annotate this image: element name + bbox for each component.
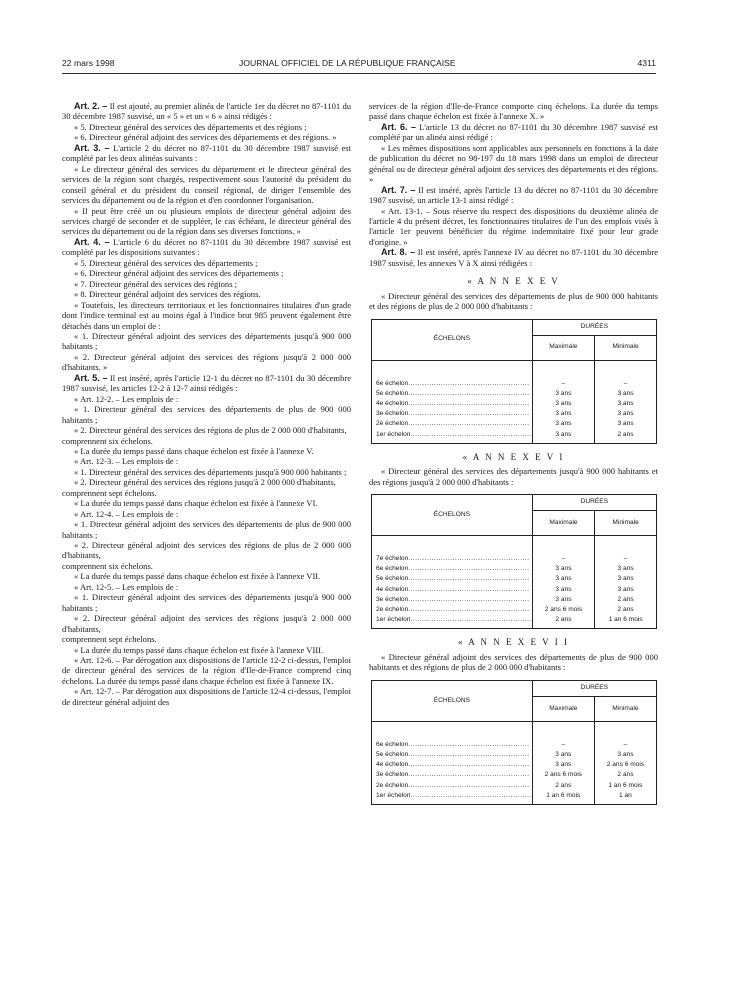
paragraph: Art. 7. – Il est inséré, après l'article 13 du décret no 87-1101 du 30 décembre 1987 susvisé, un article 13-1 ainsi rédigé : (369, 184, 659, 206)
paragraph: Art. 8. – Il est inséré, après l'annexe IV au décret no 87-1101 du 30 décembre 1987 susvisé, les annexes V à X ainsi rédigées : (369, 247, 658, 268)
paragraph: « La durée du temps passé dans chaque échelon est fixée à l'annexe V. (74, 445, 314, 456)
max-value: 3 ans (555, 761, 572, 769)
right-column (369, 101, 658, 811)
echelon-label: 4e échelon.................................................... (376, 761, 530, 769)
leader-dots: .................................................... (408, 410, 530, 418)
spacer (376, 540, 532, 554)
min-value: 2 ans (617, 430, 634, 438)
echelon-label: 7e échelon.................................................... (376, 555, 530, 563)
echelon-duration-table (371, 319, 657, 444)
paragraph: « La durée du temps passé dans chaque échelon est fixée à l'annexe VII. (74, 571, 321, 582)
echelon-label: 4e échelon.................................................... (376, 399, 530, 407)
spacer (595, 726, 656, 740)
paragraph: « 7. Directeur général des services des régions ; (74, 278, 238, 289)
echelon-label: 6e échelon.................................................... (376, 565, 530, 573)
min-value: 3 ans (617, 585, 634, 593)
paragraph: « Art. 12-5. – Les emplois de : (74, 581, 179, 592)
max-value: – (561, 379, 566, 387)
paragraph: « La durée du temps passé dans chaque échelon est fixée à l'annexe VI. (74, 498, 318, 509)
max-value: 3 ans (555, 585, 572, 593)
annex-intro: « Directeur général des services des départements jusqu'à 900 000 habitants et des régions jusqu'à 2 000 000 d'habitants : (369, 466, 658, 487)
paragraph: « Il peut être créé un ou plusieurs emplois de directeur général adjoint des services chargé de seconder et de suppléer, le cas échéant, le directeur général des services du département ou de la région dans ses diverses fonctions. » (62, 205, 351, 237)
min-value: 2 ans (617, 771, 634, 779)
leader-dots: .................................................... (408, 750, 530, 758)
min-value: 3 ans (617, 410, 634, 418)
maximale-cells (532, 360, 594, 443)
min-value: 1 an 6 mois (608, 616, 643, 624)
echelon-cells (372, 721, 533, 804)
max-value: – (561, 555, 566, 563)
leader-dots: .................................................... (408, 740, 530, 748)
min-value: 2 ans (617, 606, 634, 614)
paragraph: « La durée du temps passé dans chaque échelon est fixée à l'annexe VIII. (74, 644, 324, 655)
durees-header: DURÉES (532, 495, 656, 511)
min-value: 3 ans (617, 565, 634, 573)
paragraph: « 1. Directeur général adjoint des services des départements jusqu'à 900 000 habitants ; (62, 592, 351, 613)
max-value: 3 ans (555, 595, 572, 603)
paragraph: « Art. 12-4. – Les emplois de : (74, 508, 179, 519)
paragraph: « 5. Directeur général des services des départements ; (74, 257, 258, 268)
echelon-label: 5e échelon.................................................... (376, 750, 530, 758)
paragraph: « 2. Directeur général des services des régions de plus de 2 000 000 d'habitants, (74, 425, 347, 436)
paragraph: « Toutefois, les directeurs territoriaux et les fonctionnaires titulaires d'un grade dont l'indice terminal est au moins égal à l'indice brut 985 peuvent également être détachés dans un emploi de : (62, 299, 351, 331)
header-rule (62, 73, 656, 74)
leader-dots: .................................................... (408, 565, 530, 573)
max-value: 2 ans 6 mois (544, 771, 582, 779)
max-value: – (561, 740, 566, 748)
min-value: – (623, 740, 628, 748)
paragraph: Art. 3. – L'article 2 du décret no 87-1101 du 30 décembre 1987 susvisé est complété par les deux alinéas suivants : (62, 142, 352, 164)
max-value: 3 ans (555, 399, 572, 407)
paragraph: « Le directeur général des services du département et le directeur général des services de la région sont chargés, respectivement sous l'autorité du président du conseil général et du président du conseil régional, de diriger l'ensemble des services du département ou de la région et d'en coordonner l'organisation. (62, 163, 351, 206)
max-value: 3 ans (555, 750, 572, 758)
spacer (533, 540, 595, 554)
header-page-number: 4311 (637, 58, 656, 68)
echelon-label: 3e échelon.................................................... (376, 771, 530, 779)
minimale-header: Minimale (595, 511, 657, 536)
paragraph: « 5. Directeur général des services des départements et des régions ; (74, 121, 307, 132)
echelon-cells (372, 360, 533, 443)
min-value: – (623, 555, 628, 563)
article-heading: Art. 7. – (381, 184, 416, 195)
spacer (595, 365, 656, 379)
echelon-duration-table (371, 680, 657, 805)
min-value: – (623, 379, 628, 387)
echelon-label: 1er échelon.................................................... (376, 430, 532, 438)
paragraph: « Art. 13-1. – Sous réserve du respect des dispositions du deuxième alinéa de l'article 4 du présent décret, les fonctionnaires titulaires de l'un des emplois visés à l'article 1er peuvent bénéficier du régime indemnitaire fixé pour leur grade d'origine. » (369, 205, 658, 247)
min-value: 3 ans (617, 389, 634, 397)
leader-dots: .................................................... (408, 555, 530, 563)
paragraph: « Les mêmes dispositions sont applicables aux personnels en fonctions à la date de publication du décret no 98-197 du 18 mars 1998 dans un emploi de directeur général ou de directeur général adjoint des services des départements et des régions. » (369, 142, 658, 185)
header-journal-title: JOURNAL OFFICIEL DE LA RÉPUBLIQUE FRANÇAISE (239, 58, 456, 68)
echelon-label: 3e échelon.................................................... (376, 595, 530, 603)
leader-dots: .................................................... (410, 616, 532, 624)
article-heading: Art. 6. – (381, 121, 417, 132)
leader-dots: .................................................... (408, 575, 530, 583)
paragraph: « 8. Directeur général adjoint des services des régions. (74, 289, 261, 300)
max-value: 2 ans 6 mois (544, 606, 583, 614)
leader-dots: .................................................... (408, 771, 530, 779)
maximale-cells (532, 721, 594, 804)
article-heading: Art. 5. – (74, 372, 108, 383)
maximale-header: Maximale (532, 511, 595, 536)
echelon-label: 1er échelon.................................................... (376, 616, 532, 624)
article-heading: Art. 8. – (381, 247, 416, 258)
paragraph: « 1. Directeur général adjoint des services des départements jusqu'à 900 000 habitants ; (62, 330, 351, 352)
left-column (62, 101, 351, 707)
echelon-label: 2e échelon.................................................... (376, 420, 530, 428)
maximale-header: Maximale (532, 696, 594, 721)
echelons-header: ÉCHELONS (372, 680, 533, 721)
max-value: 2 ans (555, 616, 572, 624)
leader-dots: .................................................... (408, 761, 530, 769)
minimale-cells (595, 536, 657, 629)
spacer (376, 726, 532, 740)
max-value: 1 an 6 mois (546, 791, 581, 799)
leader-dots: .................................................... (408, 379, 530, 387)
echelon-label: 6e échelon.................................................... (376, 379, 530, 387)
min-value: 1 an (619, 791, 632, 799)
echelon-duration-table (371, 494, 657, 629)
header-date: 22 mars 1998 (62, 58, 115, 68)
paragraph: comprennent sept échelons. (62, 634, 157, 645)
article-heading: Art. 4. – (74, 236, 110, 247)
paragraph: comprennent six échelons. (62, 435, 153, 446)
spacer (376, 365, 532, 379)
paragraph: Art. 4. – L'article 6 du décret no 87-1101 du 30 décembre 1987 susvisé est complété par les dispositions suivantes : (62, 236, 352, 258)
paragraph: comprennent sept échelons. (62, 487, 157, 498)
leader-dots: .................................................... (408, 389, 530, 397)
echelon-label: 6e échelon.................................................... (376, 740, 530, 748)
echelon-cells (372, 536, 533, 629)
paragraph: Art. 6. – L'article 13 du décret no 87-1101 du 30 décembre 1987 susvisé est complété par un alinéa ainsi rédigé : (369, 121, 659, 143)
echelon-label: 5e échelon.................................................... (376, 575, 530, 583)
min-value: 1 an 6 mois (608, 781, 643, 789)
leader-dots: .................................................... (410, 791, 532, 799)
paragraph: Art. 2. – Il est ajouté, au premier alinéa de l'article 1er du décret no 87-1101 du 30 décembre 1987 susvisé, un « 5 » et un « 6 » ainsi rédigés : (62, 101, 352, 122)
echelon-label: 5e échelon.................................................... (376, 389, 530, 397)
minimale-cells (595, 360, 657, 443)
max-value: 3 ans (555, 410, 572, 418)
echelon-label: 2e échelon.................................................... (376, 606, 530, 614)
echelons-header: ÉCHELONS (372, 319, 533, 360)
minimale-cells (594, 721, 656, 804)
paragraph: « 6. Directeur général adjoint des services des départements ; (74, 268, 284, 279)
leader-dots: .................................................... (410, 430, 532, 438)
max-value: 2 ans (555, 781, 572, 789)
minimale-header: Minimale (595, 335, 657, 360)
leader-dots: .................................................... (408, 606, 530, 614)
page-header (62, 58, 656, 72)
echelon-label: 3e échelon.................................................... (376, 410, 530, 418)
paragraph: « 2. Directeur général adjoint des services des régions de plus de 2 000 000 d'habitants, (62, 540, 351, 561)
leader-dots: .................................................... (408, 585, 530, 593)
durees-header: DURÉES (532, 319, 656, 335)
paragraph: Art. 5. – Il est inséré, après l'article 12-1 du décret no 87-1101 du 30 décembre 1987 susvisé, les articles 12-2 à 12-7 ainsi rédigés : (62, 372, 351, 394)
durees-header: DURÉES (532, 680, 656, 696)
paragraph: « Art. 12-6. – Par dérogation aux dispositions de l'article 12-2 ci-dessus, l'emploi de directeur général des services de la région d'Ile-de-France comprend cinq échelons. La durée du temps passé dans chaque échelon est fixée à l'annexe IX. (62, 655, 351, 686)
article-heading: Art. 2. – (74, 101, 108, 111)
echelon-label: 1er échelon.................................................... (376, 791, 532, 799)
max-value: 3 ans (555, 420, 572, 428)
paragraph: comprennent six échelons. (62, 560, 153, 571)
paragraph: « 1. Directeur général des services des départements jusqu'à 900 000 habitants ; (74, 466, 347, 477)
min-value: 2 ans 6 mois (606, 761, 645, 769)
annex-intro: « Directeur général des services des départements de plus de 900 000 habitants et des régions de plus de 2 000 000 d'habitants : (369, 290, 658, 312)
paragraph: « Art. 12-3. – Les emplois de : (74, 456, 179, 467)
annex-intro: « Directeur général adjoint des services des départements de plus de 900 000 habitants et des régions de plus de 2 000 000 d'habitants : (369, 651, 658, 673)
maximale-header: Maximale (532, 335, 594, 360)
spacer (533, 726, 594, 740)
paragraph: « 1. Directeur général des services des départements de plus de 900 000 habitants ; (62, 404, 351, 425)
paragraph: services de la région d'Ile-de-France comporte cinq échelons. La durée du temps passé dans chaque échelon est fixée à l'annexe X. » (369, 101, 658, 122)
annex-title: « A N N E X E V (467, 276, 560, 287)
article-heading: Art. 3. – (74, 142, 110, 153)
max-value: 3 ans (555, 389, 572, 397)
echelon-label: 4e échelon.................................................... (376, 585, 530, 593)
leader-dots: .................................................... (408, 595, 530, 603)
min-value: 3 ans (617, 750, 634, 758)
annex-title: « A N N E X E V I (462, 451, 565, 462)
minimale-header: Minimale (594, 696, 656, 721)
max-value: 3 ans (555, 430, 572, 438)
leader-dots: .................................................... (408, 420, 530, 428)
leader-dots: .................................................... (408, 781, 530, 789)
min-value: 2 ans (617, 595, 634, 603)
min-value: 3 ans (617, 420, 634, 428)
max-value: 3 ans (555, 575, 572, 583)
paragraph: « 6. Directeur général adjoint des services des départements et des régions. » (74, 132, 337, 143)
echelons-header: ÉCHELONS (372, 495, 533, 536)
max-value: 3 ans (555, 565, 572, 573)
spacer (595, 540, 656, 554)
paragraph: « 2. Directeur général adjoint des services des régions jusqu'à 2 000 000 d'habitants. » (62, 351, 351, 373)
echelon-label: 2e échelon.................................................... (376, 781, 530, 789)
paragraph: « Art. 12-2. – Les emplois de : (74, 393, 179, 404)
paragraph: « 2. Directeur général des services des régions jusqu'à 2 000 000 d'habitants, (74, 477, 336, 488)
annex-title: « A N N E X E V I I (458, 637, 569, 648)
maximale-cells (532, 536, 595, 629)
min-value: 3 ans (617, 575, 634, 583)
paragraph: « 2. Directeur général adjoint des services des régions jusqu'à 2 000 000 d'habitants, (62, 613, 351, 634)
spacer (533, 365, 594, 379)
min-value: 3 ans (617, 399, 634, 407)
paragraph: « 1. Directeur général adjoint des services des départements de plus de 900 000 habitants ; (62, 519, 351, 540)
leader-dots: .................................................... (408, 399, 530, 407)
paragraph: « Art. 12-7. – Par dérogation aux dispositions de l'article 12-4 ci-dessus, l'emploi de directeur général adjoint des (62, 686, 351, 707)
